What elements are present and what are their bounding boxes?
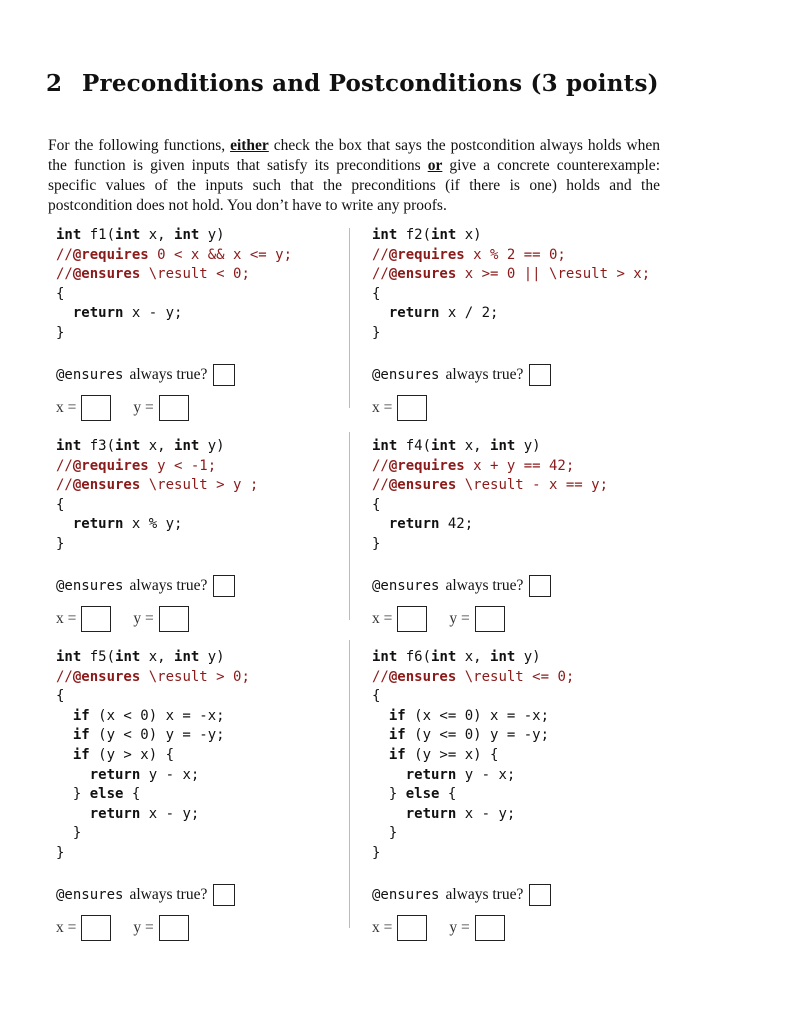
check-row-f6	[372, 882, 672, 908]
code-text	[56, 806, 90, 822]
code-text: {	[123, 786, 141, 803]
code-text: (y > x) {	[89, 746, 175, 763]
problem-f1	[56, 226, 356, 422]
code-keyword: @ensures	[72, 668, 141, 685]
contract-line	[372, 669, 574, 685]
code-line	[56, 516, 182, 532]
check-row-f3	[56, 573, 356, 599]
code-text	[56, 305, 73, 321]
code-keyword: int	[431, 227, 457, 243]
contract-line	[56, 669, 250, 685]
code-keyword: int	[174, 649, 200, 665]
code-keyword: return	[72, 516, 124, 533]
code-keyword: return	[72, 305, 124, 322]
code-text: y)	[199, 227, 225, 243]
code-text: x - y;	[456, 805, 516, 822]
code-text: {	[372, 496, 381, 513]
instructions: For the following functions, either check the box that says the postcondition always holds when the function is given inputs that satisfy its preconditions or give a concrete counterexample: specific values of the inputs such that the preconditions (if there is one) holds and the postcondition does not hold. You don’t have to write any proofs.	[48, 137, 660, 214]
always-true-checkbox-f3[interactable]	[213, 575, 235, 597]
code-text: //	[56, 457, 73, 474]
code-line	[372, 325, 380, 341]
code-keyword: @ensures	[72, 266, 141, 283]
code-text: y - x;	[140, 766, 200, 783]
code-text: (x <= 0) x = -x;	[405, 707, 550, 724]
code-line	[372, 286, 380, 302]
code-text: }	[372, 786, 406, 803]
code-keyword: int	[115, 649, 141, 665]
code-line	[56, 688, 64, 704]
code-text: x,	[140, 649, 175, 665]
code-line	[56, 438, 225, 454]
x-input-f6[interactable]	[397, 915, 427, 941]
code-line	[372, 845, 380, 861]
code-text: {	[56, 285, 65, 302]
code-line	[372, 727, 549, 743]
code-text: x >= 0 || \result > x;	[456, 266, 651, 283]
x-input-f5[interactable]	[81, 915, 111, 941]
code-keyword: int	[372, 649, 398, 665]
code-line	[56, 305, 182, 321]
y-input-f6[interactable]	[475, 915, 505, 941]
y-input-f1[interactable]	[159, 395, 189, 421]
code-text: f5(	[81, 649, 116, 665]
code-line	[372, 438, 541, 454]
code-keyword: int	[490, 438, 516, 454]
code-line	[56, 786, 140, 802]
contract-line	[56, 458, 216, 474]
code-text: x,	[140, 438, 175, 454]
code-text: \result < 0;	[140, 266, 250, 283]
code-text: {	[56, 688, 65, 705]
code-keyword: else	[405, 786, 440, 803]
check-row-f2	[372, 362, 672, 388]
code-keyword: else	[89, 786, 124, 803]
code-text: y - x;	[456, 766, 516, 783]
code-line	[372, 708, 549, 724]
code-keyword: return	[405, 766, 457, 783]
y-input-f4[interactable]	[475, 606, 505, 632]
code-f5	[56, 648, 356, 864]
either-emphasis: either	[230, 137, 269, 154]
code-text: (y >= x) {	[405, 746, 499, 763]
code-keyword: int	[372, 227, 398, 243]
ensures-label: @ensures	[372, 366, 440, 383]
check-row-f5	[56, 882, 356, 908]
code-text: x - y;	[140, 805, 200, 822]
y-label: y =	[133, 609, 154, 627]
code-text	[372, 516, 389, 532]
ensures-label: @ensures	[56, 366, 124, 383]
code-keyword: @ensures	[388, 668, 457, 685]
code-f2	[372, 226, 672, 344]
code-line	[372, 516, 473, 532]
problem-f3	[56, 437, 356, 633]
code-keyword: @ensures	[72, 477, 141, 494]
code-line	[372, 786, 456, 802]
code-line	[372, 536, 380, 552]
code-text: \result > 0;	[140, 668, 250, 685]
ensures-label: @ensures	[56, 577, 124, 594]
code-text: }	[56, 825, 82, 842]
code-line	[56, 727, 225, 743]
y-label: y =	[133, 918, 154, 936]
x-label: x =	[56, 918, 77, 936]
counterexample-f2	[372, 394, 672, 422]
code-keyword: int	[56, 438, 82, 454]
code-text: {	[439, 786, 457, 803]
code-text: f2(	[397, 227, 432, 243]
code-line	[56, 806, 199, 822]
code-text: {	[56, 496, 65, 513]
code-text: f6(	[397, 649, 432, 665]
code-text: y < -1;	[148, 457, 217, 474]
code-line	[56, 747, 174, 763]
code-text: x)	[456, 227, 482, 243]
code-text: }	[56, 786, 90, 803]
counterexample-f3	[56, 605, 356, 633]
always-true-label: always true?	[445, 365, 524, 383]
code-text: x + y == 42;	[464, 457, 575, 474]
code-keyword: @requires	[72, 457, 149, 474]
code-text: }	[372, 324, 381, 341]
counterexample-f4	[372, 605, 672, 633]
code-text: (y <= 0) y = -y;	[405, 727, 550, 744]
code-text: //	[372, 477, 389, 494]
problem-f5	[56, 648, 356, 942]
counterexample-f5	[56, 914, 356, 942]
code-text: y)	[515, 649, 541, 665]
code-keyword: int	[174, 438, 200, 454]
problem-f4	[372, 437, 672, 633]
code-line	[372, 825, 397, 841]
contract-line	[372, 266, 650, 282]
code-keyword: if	[72, 707, 90, 724]
code-keyword: int	[56, 227, 82, 243]
code-keyword: @ensures	[388, 477, 457, 494]
ensures-label: @ensures	[372, 577, 440, 594]
problem-f2	[372, 226, 672, 422]
contract-line	[56, 477, 258, 493]
ensures-label: @ensures	[56, 886, 124, 903]
code-line	[56, 845, 64, 861]
code-text: }	[56, 844, 65, 861]
code-line	[372, 688, 380, 704]
code-text	[56, 747, 73, 763]
y-input-f5[interactable]	[159, 915, 189, 941]
code-line	[372, 767, 515, 783]
code-f3	[56, 437, 356, 555]
code-text: \result - x == y;	[456, 477, 609, 494]
code-line	[56, 767, 199, 783]
code-keyword: int	[372, 438, 398, 454]
code-line	[372, 806, 515, 822]
always-true-checkbox-f5[interactable]	[213, 884, 235, 906]
code-text: x % y;	[123, 516, 183, 533]
code-line	[56, 286, 64, 302]
code-text: //	[56, 668, 73, 685]
code-text: //	[372, 668, 389, 685]
x-label: x =	[372, 398, 393, 416]
x-label: x =	[372, 918, 393, 936]
code-line	[56, 325, 64, 341]
section-title: Preconditions and Postconditions (3 points)	[82, 70, 659, 97]
code-text: x,	[456, 649, 491, 665]
code-f4	[372, 437, 672, 555]
code-keyword: int	[174, 227, 200, 243]
code-f6	[372, 648, 672, 864]
code-line	[56, 536, 64, 552]
code-text: x - y;	[123, 305, 183, 322]
code-keyword: if	[388, 746, 406, 763]
x-input-f2[interactable]	[397, 395, 427, 421]
code-keyword: return	[388, 305, 440, 322]
always-true-label: always true?	[445, 885, 524, 903]
code-text	[372, 767, 406, 783]
code-text: {	[372, 688, 381, 705]
code-keyword: return	[388, 516, 440, 533]
code-text: x % 2 == 0;	[464, 246, 566, 263]
code-text	[56, 516, 73, 532]
code-line	[56, 825, 81, 841]
code-text: 0 < x && x <= y;	[148, 246, 293, 263]
code-text: }	[372, 535, 381, 552]
code-text: y)	[199, 438, 225, 454]
code-text: }	[372, 825, 398, 842]
x-input-f4[interactable]	[397, 606, 427, 632]
code-keyword: int	[56, 649, 82, 665]
code-text	[56, 727, 73, 743]
code-text: (y < 0) y = -y;	[89, 727, 225, 744]
code-text: (x < 0) x = -x;	[89, 707, 225, 724]
code-text: \result <= 0;	[456, 668, 575, 685]
code-text: x / 2;	[439, 305, 499, 322]
code-keyword: return	[89, 805, 141, 822]
code-line	[372, 305, 498, 321]
code-keyword: int	[431, 649, 457, 665]
code-text: x,	[140, 227, 175, 243]
contract-line	[56, 247, 292, 263]
code-text	[56, 708, 73, 724]
counterexample-f1	[56, 394, 356, 422]
code-text	[372, 747, 389, 763]
code-text: f4(	[397, 438, 432, 454]
code-line	[56, 497, 64, 513]
code-text: }	[56, 535, 65, 552]
code-line	[56, 227, 225, 243]
code-text	[56, 767, 90, 783]
x-label: x =	[56, 398, 77, 416]
code-text: //	[56, 246, 73, 263]
code-keyword: if	[72, 746, 90, 763]
code-keyword: @ensures	[388, 266, 457, 283]
problem-f6	[372, 648, 672, 942]
y-input-f3[interactable]	[159, 606, 189, 632]
contract-line	[372, 247, 566, 263]
y-label: y =	[449, 918, 470, 936]
code-text: f3(	[81, 438, 116, 454]
code-line	[372, 747, 498, 763]
code-text: x,	[456, 438, 491, 454]
code-line	[372, 649, 541, 665]
code-keyword: @requires	[72, 246, 149, 263]
counterexample-f6	[372, 914, 672, 942]
check-row-f1	[56, 362, 356, 388]
code-text	[372, 727, 389, 743]
contract-line	[56, 266, 250, 282]
code-text	[372, 806, 406, 822]
y-label: y =	[133, 398, 154, 416]
code-keyword: return	[405, 805, 457, 822]
code-text: //	[56, 266, 73, 283]
section-number: 2	[46, 70, 63, 97]
code-keyword: int	[490, 649, 516, 665]
code-keyword: if	[72, 727, 90, 744]
contract-line	[372, 477, 608, 493]
code-keyword: @requires	[388, 246, 465, 263]
code-text: //	[372, 266, 389, 283]
code-line	[56, 708, 225, 724]
code-keyword: @requires	[388, 457, 465, 474]
check-row-f4	[372, 573, 672, 599]
code-text: \result > y ;	[140, 477, 259, 494]
code-keyword: if	[388, 727, 406, 744]
code-text: }	[56, 324, 65, 341]
always-true-label: always true?	[129, 885, 208, 903]
x-label: x =	[372, 609, 393, 627]
code-keyword: return	[89, 766, 141, 783]
x-input-f3[interactable]	[81, 606, 111, 632]
always-true-checkbox-f4[interactable]	[529, 575, 551, 597]
code-text: y)	[515, 438, 541, 454]
code-line	[56, 649, 225, 665]
always-true-label: always true?	[129, 576, 208, 594]
code-text	[372, 708, 389, 724]
code-line	[372, 497, 380, 513]
code-text: //	[56, 477, 73, 494]
always-true-checkbox-f2[interactable]	[529, 364, 551, 386]
code-text: }	[372, 844, 381, 861]
x-input-f1[interactable]	[81, 395, 111, 421]
section-heading	[46, 70, 659, 97]
always-true-label: always true?	[129, 365, 208, 383]
code-text	[372, 305, 389, 321]
always-true-label: always true?	[445, 576, 524, 594]
code-f1	[56, 226, 356, 344]
contract-line	[372, 458, 574, 474]
code-keyword: int	[115, 438, 141, 454]
code-text: //	[372, 457, 389, 474]
code-keyword: int	[115, 227, 141, 243]
code-keyword: int	[431, 438, 457, 454]
code-line	[372, 227, 482, 243]
code-text: //	[372, 246, 389, 263]
y-label: y =	[449, 609, 470, 627]
code-text: f1(	[81, 227, 116, 243]
always-true-checkbox-f6[interactable]	[529, 884, 551, 906]
x-label: x =	[56, 609, 77, 627]
code-text: {	[372, 285, 381, 302]
ensures-label: @ensures	[372, 886, 440, 903]
code-text: 42;	[439, 516, 474, 533]
code-text: y)	[199, 649, 225, 665]
or-emphasis: or	[427, 157, 443, 174]
always-true-checkbox-f1[interactable]	[213, 364, 235, 386]
code-keyword: if	[388, 707, 406, 724]
